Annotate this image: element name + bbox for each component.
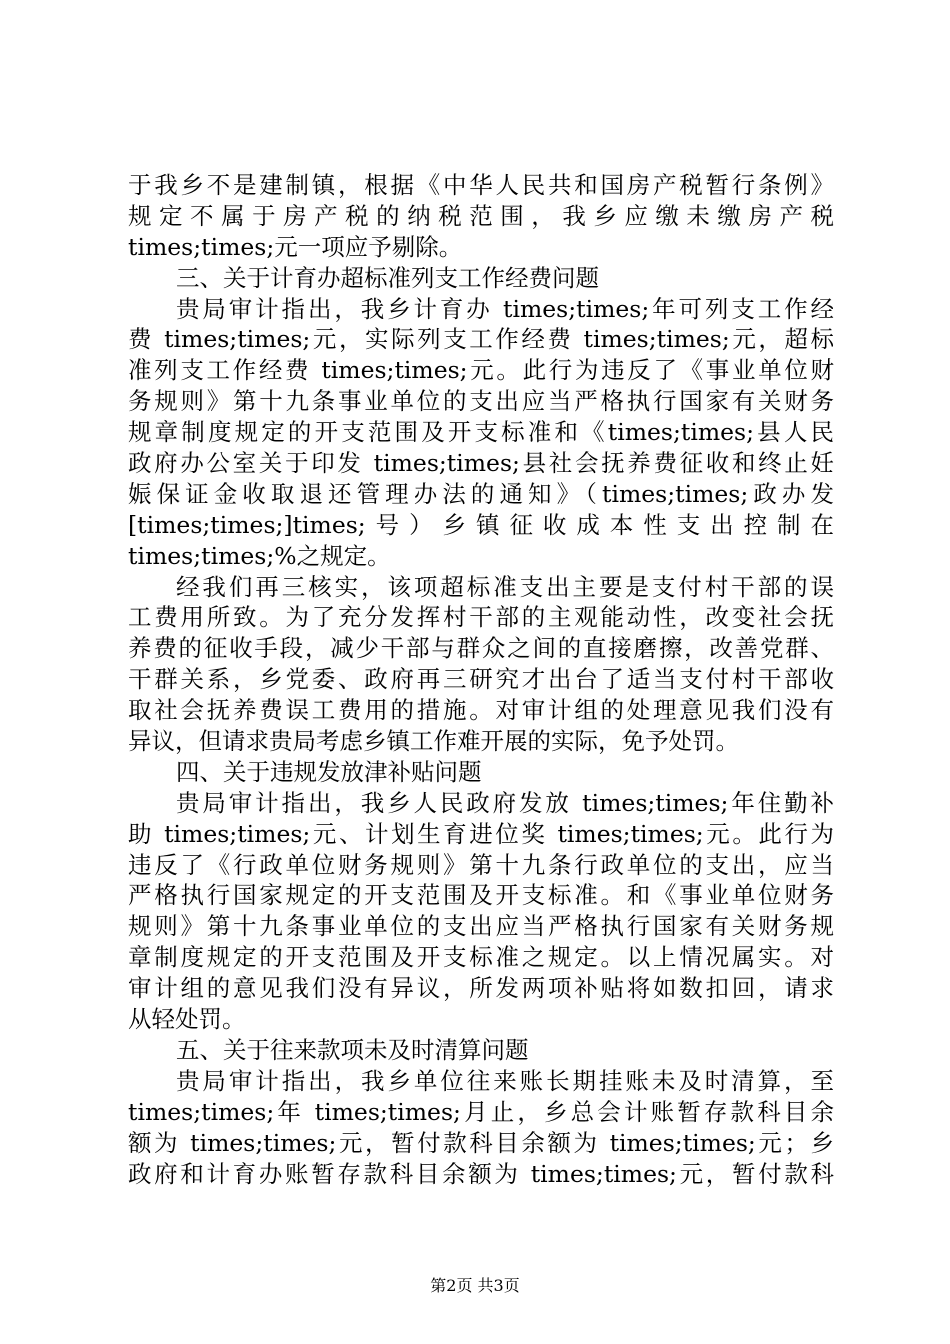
text-line: 于我乡不是建制镇，根据《中华人民共和国房产税暂行条例》 [128,171,834,199]
page-footer [0,1275,950,1297]
text-line: 经我们再三核实，该项超标准支出主要是支付村干部的误 [176,572,834,601]
text-line: 贵局审计指出，我乡计育办 times;times;年可列支工作经 [176,294,834,323]
text-line: 助 times;times;元、计划生育进位奖 times;times;元。此行为 [128,819,834,848]
text-line: 从轻处罚。 [128,1005,246,1034]
text-line: 严格执行国家规定的开支范围及开支标准。和《事业单位财务 [128,881,834,910]
text-line: 违反了《行政单位财务规则》第十九条行政单位的支出，应当 [128,850,834,879]
text-line: 养费的征收手段，减少干部与群众之间的直接磨擦，改善党群、 [128,634,834,663]
text-line: 取社会抚养费误工费用的措施。对审计组的处理意见我们没有 [128,696,834,725]
section-heading: 五、关于往来款项未及时清算问题 [176,1035,529,1064]
text-line: 干群关系，乡党委、政府再三研究才出台了适当支付村干部收 [128,665,834,694]
text-line: 准列支工作经费 times;times;元。此行为违反了《事业单位财 [128,356,834,385]
text-line: 政府和计育办账暂存款科目余额为 times;times;元，暂付款科 [128,1159,834,1188]
section-heading: 四、关于违规发放津补贴问题 [176,757,482,786]
text-line: 费 times;times;元，实际列支工作经费 times;times;元，超标 [128,325,834,354]
text-line: 审计组的意见我们没有异议，所发两项补贴将如数扣回，请求 [128,974,834,1003]
section-heading: 三、关于计育办超标准列支工作经费问题 [176,263,599,292]
text-line: 章制度规定的开支范围及开支标准之规定。以上情况属实。对 [128,943,834,972]
text-line: 工费用所致。为了充分发挥村干部的主观能动性，改变社会抚 [128,603,834,632]
text-line: 规章制度规定的开支范围及开支标准和《times;times;县人民 [128,418,834,447]
text-line: 规则》第十九条事业单位的支出应当严格执行国家有关财务规 [128,912,834,941]
text-line: 贵局审计指出，我乡人民政府发放 times;times;年住勤补 [176,788,834,817]
page-number: 第2页 共3页 [430,1276,520,1295]
text-line: 政府办公室关于印发 times;times;县社会抚养费征收和终止妊 [128,449,834,478]
text-line: [times;times;]times;号）乡镇征收成本性支出控制在 [128,510,834,539]
text-line: 规定不属于房产税的纳税范围，我乡应缴未缴房产税 [128,201,834,230]
document-body [128,170,834,1189]
text-line: 额为 times;times;元，暂付款科目余额为 times;times;元；乡 [128,1128,834,1157]
text-line: 贵局审计指出，我乡单位往来账长期挂账未及时清算，至 [176,1066,834,1095]
text-line: 务规则》第十九条事业单位的支出应当严格执行国家有关财务 [128,387,834,416]
text-line: 娠保证金收取退还管理办法的通知》（times;times;政办发 [128,479,834,508]
text-line: times;times;%之规定。 [128,541,391,570]
text-line: times;times;元一项应予剔除。 [128,232,463,261]
text-line: times;times;年 times;times;月止，乡总会计账暂存款科目余 [128,1097,834,1126]
text-line: 异议，但请求贵局考虑乡镇工作难开展的实际，免予处罚。 [128,727,739,756]
